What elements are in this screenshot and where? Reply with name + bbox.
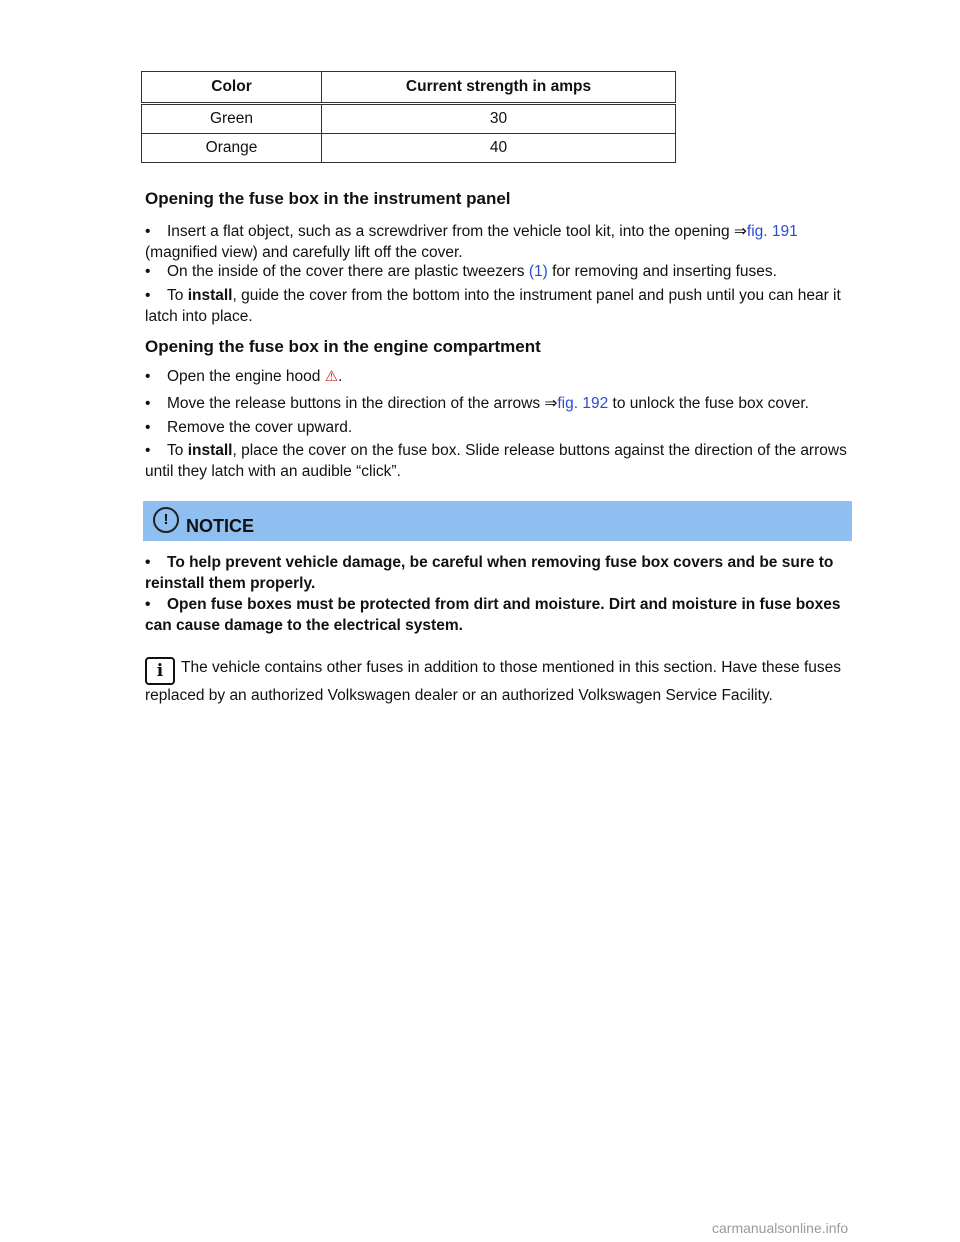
list-item: • On the inside of the cover there are plastic tweezers (1) for removing and inserting fuses.	[145, 263, 777, 280]
notice-banner	[143, 501, 852, 541]
list-item: • To install, place the cover on the fuse box. Slide release buttons against the direction of the arrows until they latch with an audible “click”.	[145, 442, 847, 480]
fuse-color-table	[141, 71, 676, 163]
column-header-current: Current strength in amps	[322, 72, 676, 104]
fig-192-link[interactable]: fig. 192	[557, 395, 609, 412]
tweezers-callout-link[interactable]: (1)	[528, 263, 548, 280]
list-item: • To install, guide the cover from the bottom into the instrument panel and push until you can hear it latch into place.	[145, 287, 841, 325]
list-item: • Move the release buttons in the direction of the arrows ⇒fig. 192 to unlock the fuse box cover.	[145, 395, 809, 412]
cell-amps: 30	[322, 104, 676, 134]
info-icon: i	[145, 657, 175, 685]
exclamation-icon: !	[153, 507, 179, 533]
warning-triangle-icon[interactable]: ⚠	[324, 368, 339, 385]
table-row	[142, 134, 676, 163]
notice-title: NOTICE	[186, 516, 255, 536]
section-heading-instrument-panel: Opening the fuse box in the instrument panel	[145, 189, 511, 208]
cell-amps: 40	[322, 134, 676, 163]
list-item: • To help prevent vehicle damage, be careful when removing fuse box covers and be sure to reinstall them properly.	[145, 554, 834, 592]
column-header-color: Color	[142, 72, 322, 104]
table-row	[142, 104, 676, 134]
list-item: • Remove the cover upward.	[145, 419, 353, 436]
watermark: carmanualsonline.info	[712, 1220, 849, 1236]
fig-191-link[interactable]: fig. 191	[746, 223, 798, 240]
list-item: • Open the engine hood ⚠.	[145, 368, 343, 385]
cell-color: Orange	[142, 134, 322, 163]
info-note: i The vehicle contains other fuses in addition to those mentioned in this section. Have these fuses replaced by an authorized Volkswagen dealer or an authorized Volkswagen Service Facility.	[145, 659, 841, 704]
list-item: • Insert a flat object, such as a screwdriver from the vehicle tool kit, into the opening ⇒fig. 191 (magnified view) and carefully lift off the cover.	[145, 223, 798, 261]
cell-color: Green	[142, 104, 322, 134]
list-item: • Open fuse boxes must be protected from dirt and moisture. Dirt and moisture in fuse boxes can cause damage to the electrical system.	[145, 596, 841, 634]
section-heading-engine-compartment: Opening the fuse box in the engine compartment	[145, 337, 541, 356]
table-header-row	[142, 72, 676, 104]
